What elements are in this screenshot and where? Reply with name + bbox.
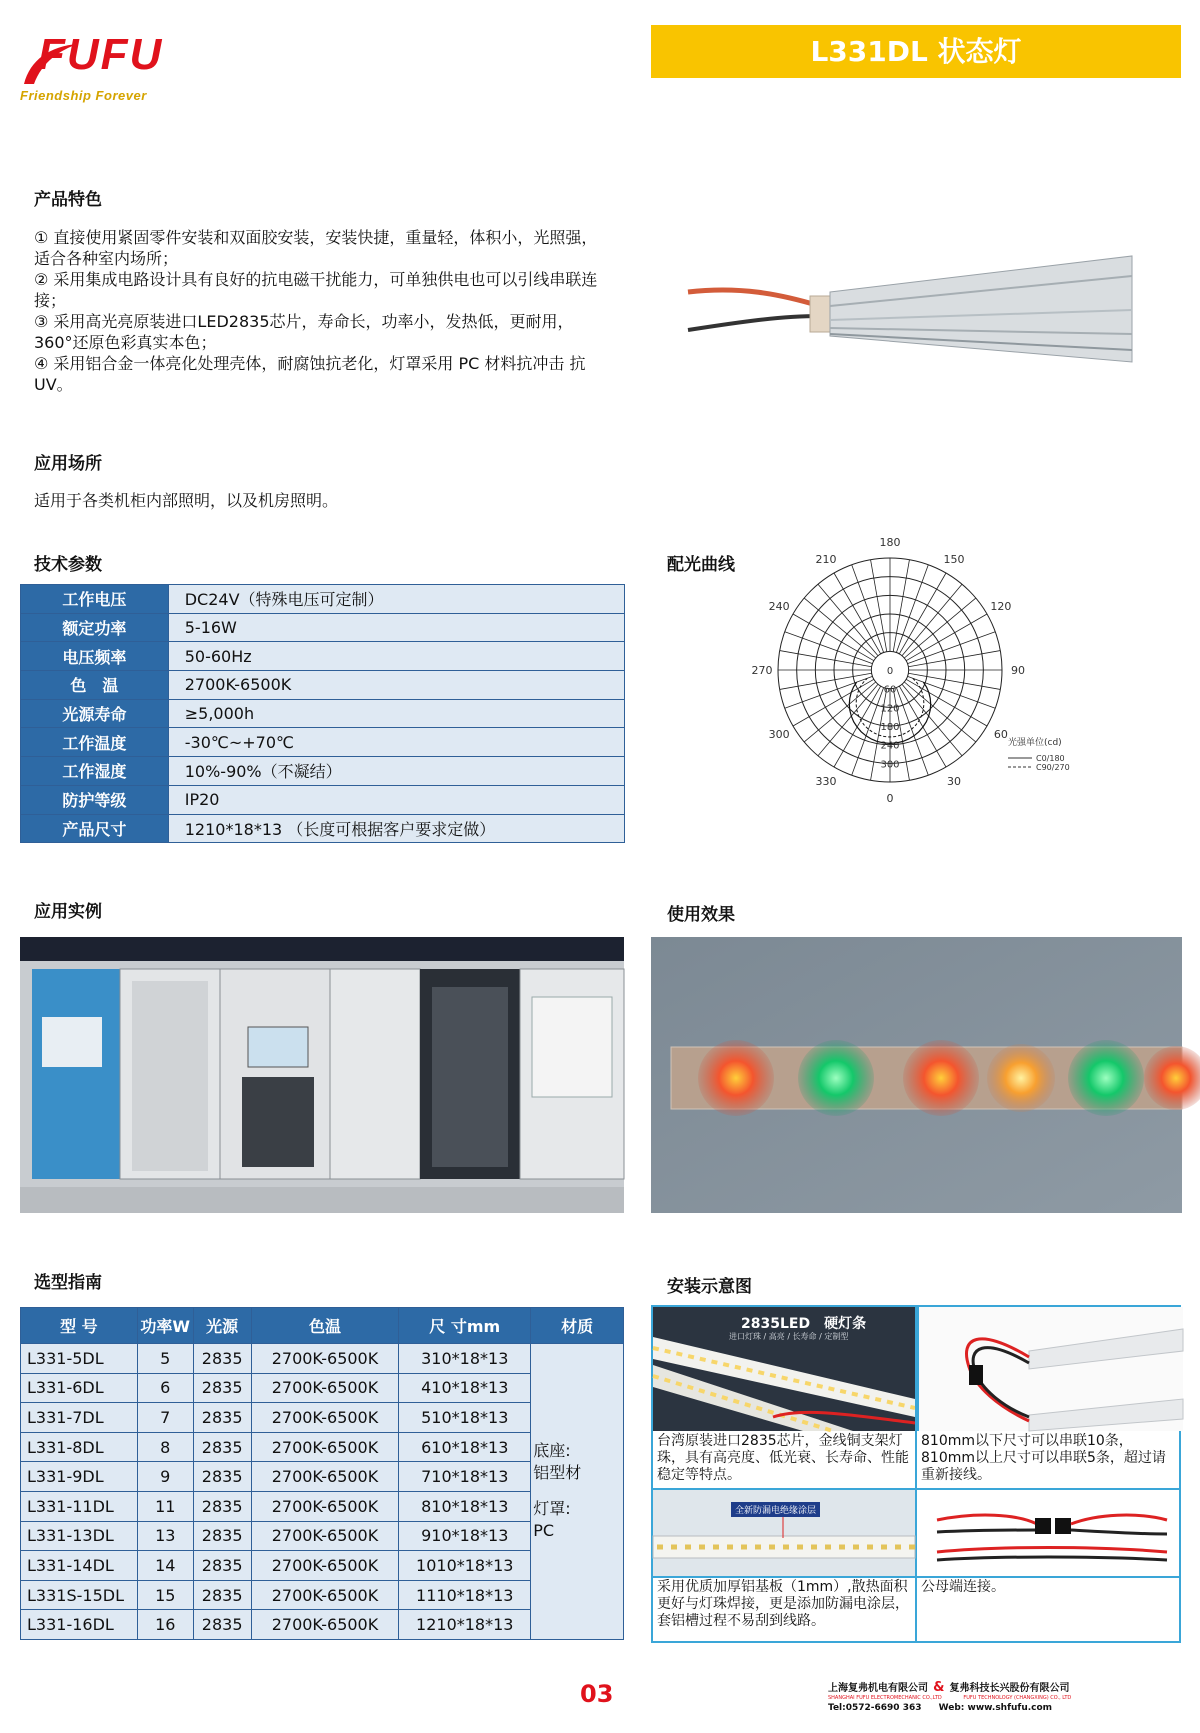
table-cell: 710*18*13 [399, 1462, 531, 1492]
spec-row [21, 785, 625, 814]
table-cell: 310*18*13 [399, 1344, 531, 1374]
table-cell: 13 [137, 1521, 193, 1551]
spec-value: -30℃~+70℃ [168, 728, 624, 757]
table-cell: 16 [137, 1610, 193, 1640]
table-cell: 2700K-6500K [251, 1462, 399, 1492]
material-cell [531, 1344, 624, 1640]
selection-header: 光源 [193, 1308, 251, 1344]
polar-radial-label: 240 [880, 740, 900, 752]
table-cell: L331-8DL [21, 1432, 138, 1462]
selection-heading: 选型指南 [34, 1273, 102, 1293]
spec-key: 电压频率 [21, 642, 169, 671]
selection-header: 功率W [137, 1308, 193, 1344]
table-cell: 2700K-6500K [251, 1521, 399, 1551]
table-cell: 2835 [193, 1432, 251, 1462]
specs-heading: 技术参数 [34, 555, 102, 575]
coating-label: 全新防漏电绝缘涂层 [731, 1502, 820, 1517]
selection-table [20, 1307, 624, 1640]
effect-photo [651, 937, 1182, 1213]
table-cell: L331-6DL [21, 1373, 138, 1403]
table-cell: 5 [137, 1344, 193, 1374]
install-caption-series: 810mm以下尺寸可以串联10条，810mm以上尺寸可以串联5条，超过请重新接线。 [921, 1433, 1166, 1483]
table-cell: 810*18*13 [399, 1491, 531, 1521]
table-cell: 8 [137, 1432, 193, 1462]
example-heading: 应用实例 [34, 902, 102, 922]
feature-item: ④ 采用铝合金一体亮化处理壳体，耐腐蚀抗老化，灯罩采用 PC 材料抗冲击 抗 UV。 [34, 354, 586, 394]
table-cell: 2835 [193, 1462, 251, 1492]
spec-row [21, 728, 625, 757]
selection-header: 材质 [531, 1308, 624, 1344]
spec-row [21, 699, 625, 728]
table-cell: 2835 [193, 1373, 251, 1403]
spec-value: 50-60Hz [168, 642, 624, 671]
table-cell: L331-5DL [21, 1344, 138, 1374]
polar-spoke [902, 584, 962, 655]
table-cell: L331-13DL [21, 1521, 138, 1551]
table-cell: 2835 [193, 1491, 251, 1521]
polar-spoke [804, 598, 875, 658]
polar-angle-label: 60 [993, 728, 1008, 741]
polar-angle-label: 150 [943, 553, 965, 567]
table-cell: 610*18*13 [399, 1432, 531, 1462]
led-banner-title: 2835LED 硬灯条 [741, 1316, 867, 1332]
table-cell: 2835 [193, 1344, 251, 1374]
spec-row [21, 814, 625, 843]
table-cell: 6 [137, 1373, 193, 1403]
table-cell: 2700K-6500K [251, 1432, 399, 1462]
table-cell: 910*18*13 [399, 1521, 531, 1551]
table-cell: 2700K-6500K [251, 1344, 399, 1374]
spec-row [21, 671, 625, 700]
polar-legend-label: C90/270 [1036, 763, 1070, 772]
polar-spoke [818, 584, 878, 655]
logo-wordmark: FUFU [38, 30, 164, 79]
polar-angle-label: 90 [1011, 664, 1025, 677]
polar-radial-label: 0 [886, 666, 894, 677]
table-cell: 2700K-6500K [251, 1403, 399, 1433]
polar-spoke [818, 684, 878, 755]
install-heading: 安装示意图 [667, 1277, 752, 1297]
material-cover-label: 灯罩: [533, 1499, 571, 1519]
table-cell: L331-14DL [21, 1551, 138, 1581]
install-caption-chip: 台湾原装进口2835芯片，金线铜支架灯珠，具有高亮度、低光衰、长寿命、性能稳定等特点。 [657, 1433, 909, 1483]
table-cell: 1210*18*13 [399, 1610, 531, 1640]
specs-table [20, 584, 625, 843]
table-cell: 2700K-6500K [251, 1373, 399, 1403]
application-text: 适用于各类机柜内部照明，以及机房照明。 [34, 491, 339, 510]
company-web: Web: www.shfufu.com [938, 1703, 1053, 1713]
table-cell: 2835 [193, 1551, 251, 1581]
brand-logo [20, 28, 200, 108]
polar-radial-label: 300 [880, 759, 900, 771]
product-photo [680, 250, 1132, 400]
connector-strip-image [917, 1307, 1181, 1431]
polar-radial-label: 60 [883, 684, 897, 696]
material-cover: PC [533, 1521, 555, 1541]
selection-header: 色温 [251, 1308, 399, 1344]
table-cell: 2835 [193, 1403, 251, 1433]
table-cell: 510*18*13 [399, 1403, 531, 1433]
spec-key: 色 温 [21, 671, 169, 700]
table-cell: 2700K-6500K [251, 1491, 399, 1521]
polar-angle-label: 300 [768, 728, 790, 741]
page-number: 03 [580, 1680, 614, 1708]
table-cell: L331-16DL [21, 1610, 138, 1640]
polar-spoke [804, 682, 875, 742]
table-cell: 2835 [193, 1580, 251, 1610]
polar-heading: 配光曲线 [667, 555, 735, 575]
selection-header: 型 号 [21, 1308, 138, 1344]
table-cell: 410*18*13 [399, 1373, 531, 1403]
male-female-connector-image [917, 1490, 1179, 1576]
polar-legend-label: C0/180 [1036, 754, 1065, 763]
spec-value: DC24V（特殊电压可定制） [168, 585, 624, 614]
spec-row [21, 613, 625, 642]
polar-legend-title: 光强单位(cd) [1008, 738, 1062, 748]
company-name-1-en: SHANGHAI FUFU ELECTROMECHANIC CO.,LTD [828, 1695, 942, 1701]
spec-row [21, 757, 625, 786]
table-cell: 2700K-6500K [251, 1580, 399, 1610]
table-cell: 7 [137, 1403, 193, 1433]
table-cell: 14 [137, 1551, 193, 1581]
effect-heading: 使用效果 [667, 905, 735, 925]
spec-value: 1210*18*13 （长度可根据客户要求定做） [168, 814, 624, 843]
table-cell: 9 [137, 1462, 193, 1492]
install-caption-board: 采用优质加厚铝基板（1mm）,散热面积更好与灯珠焊接，更是添加防漏电涂层，套铝槽过程不易刮到线路。 [657, 1579, 909, 1629]
table-cell: L331-11DL [21, 1491, 138, 1521]
spec-key: 工作电压 [21, 585, 169, 614]
table-cell: 11 [137, 1491, 193, 1521]
feature-item: ② 采用集成电路设计具有良好的抗电磁干扰能力，可单独供电也可以引线串联连接； [34, 270, 598, 310]
led-strip-banner-image [653, 1307, 915, 1431]
company-name-1: 上海复弗机电有限公司 [828, 1683, 928, 1694]
table-cell: 2700K-6500K [251, 1551, 399, 1581]
install-caption-connector: 公母端连接。 [921, 1579, 1005, 1595]
spec-value: 2700K-6500K [168, 671, 624, 700]
polar-radial-label: 120 [880, 703, 900, 715]
install-grid [651, 1305, 1181, 1643]
polar-angle-label: 330 [815, 774, 837, 788]
polar-spoke [904, 682, 975, 742]
polar-spoke [904, 598, 975, 658]
polar-angle-label: 270 [751, 664, 773, 677]
table-cell: 2700K-6500K [251, 1610, 399, 1640]
spec-value: 5-16W [168, 613, 624, 642]
spec-value: ≥5,000h [168, 699, 624, 728]
spec-row [21, 585, 625, 614]
polar-angle-label: 120 [990, 600, 1012, 613]
company-ampersand: & [933, 1680, 945, 1695]
polar-angle-label: 180 [879, 536, 901, 549]
spec-key: 产品尺寸 [21, 814, 169, 843]
table-cell: 2835 [193, 1610, 251, 1640]
polar-angle-label: 240 [768, 600, 790, 613]
application-heading: 应用场所 [34, 454, 102, 474]
led-banner-subtitle: 进口灯珠 / 高亮 / 长寿命 / 定制型 [729, 1332, 849, 1341]
polar-light-curve [740, 536, 1100, 835]
spec-key: 额定功率 [21, 613, 169, 642]
polar-angle-label: 0 [886, 792, 894, 805]
table-cell: L331S-15DL [21, 1580, 138, 1610]
selection-header: 尺 寸mm [399, 1308, 531, 1344]
spec-key: 光源寿命 [21, 699, 169, 728]
spec-row [21, 642, 625, 671]
material-base-label: 底座: [533, 1441, 571, 1461]
table-row [21, 1344, 624, 1374]
logo-tagline: Friendship Forever [20, 88, 147, 103]
table-cell: L331-9DL [21, 1462, 138, 1492]
server-cabinet-photo [20, 937, 624, 1213]
features-heading: 产品特色 [34, 190, 102, 210]
table-cell: 15 [137, 1580, 193, 1610]
polar-angle-label: 210 [815, 553, 837, 567]
table-cell: 1110*18*13 [399, 1580, 531, 1610]
polar-spoke [902, 684, 962, 755]
feature-item: ① 直接使用紧固零件安装和双面胶安装，安装快捷，重量轻，体积小，光照强，适合各种室内场所； [34, 228, 598, 268]
material-base: 铝型材 [533, 1463, 582, 1483]
table-cell: L331-7DL [21, 1403, 138, 1433]
footer-company [828, 1676, 1188, 1713]
features-list [34, 227, 609, 395]
page-title: L331DL 状态灯 [651, 25, 1181, 78]
aluminum-board-image [653, 1490, 915, 1576]
company-name-2: 复弗科技长兴股份有限公司 [949, 1683, 1070, 1694]
spec-value: 10%-90%（不凝结） [168, 757, 624, 786]
table-cell: 2835 [193, 1521, 251, 1551]
company-tel: Tel:0572-6690 363 [828, 1703, 922, 1713]
spec-key: 工作温度 [21, 728, 169, 757]
polar-angle-label: 30 [947, 774, 961, 788]
spec-value: IP20 [168, 785, 624, 814]
spec-key: 防护等级 [21, 785, 169, 814]
company-name-2-en: FUFU TECHNOLOGY (CHANGXING) CO., LTD [963, 1695, 1072, 1701]
spec-key: 工作湿度 [21, 757, 169, 786]
feature-item: ③ 采用高光亮原装进口LED2835芯片，寿命长，功率小，发热低，更耐用，360°还原色彩真实本色； [34, 312, 574, 352]
table-cell: 1010*18*13 [399, 1551, 531, 1581]
polar-radial-label: 180 [880, 722, 900, 733]
